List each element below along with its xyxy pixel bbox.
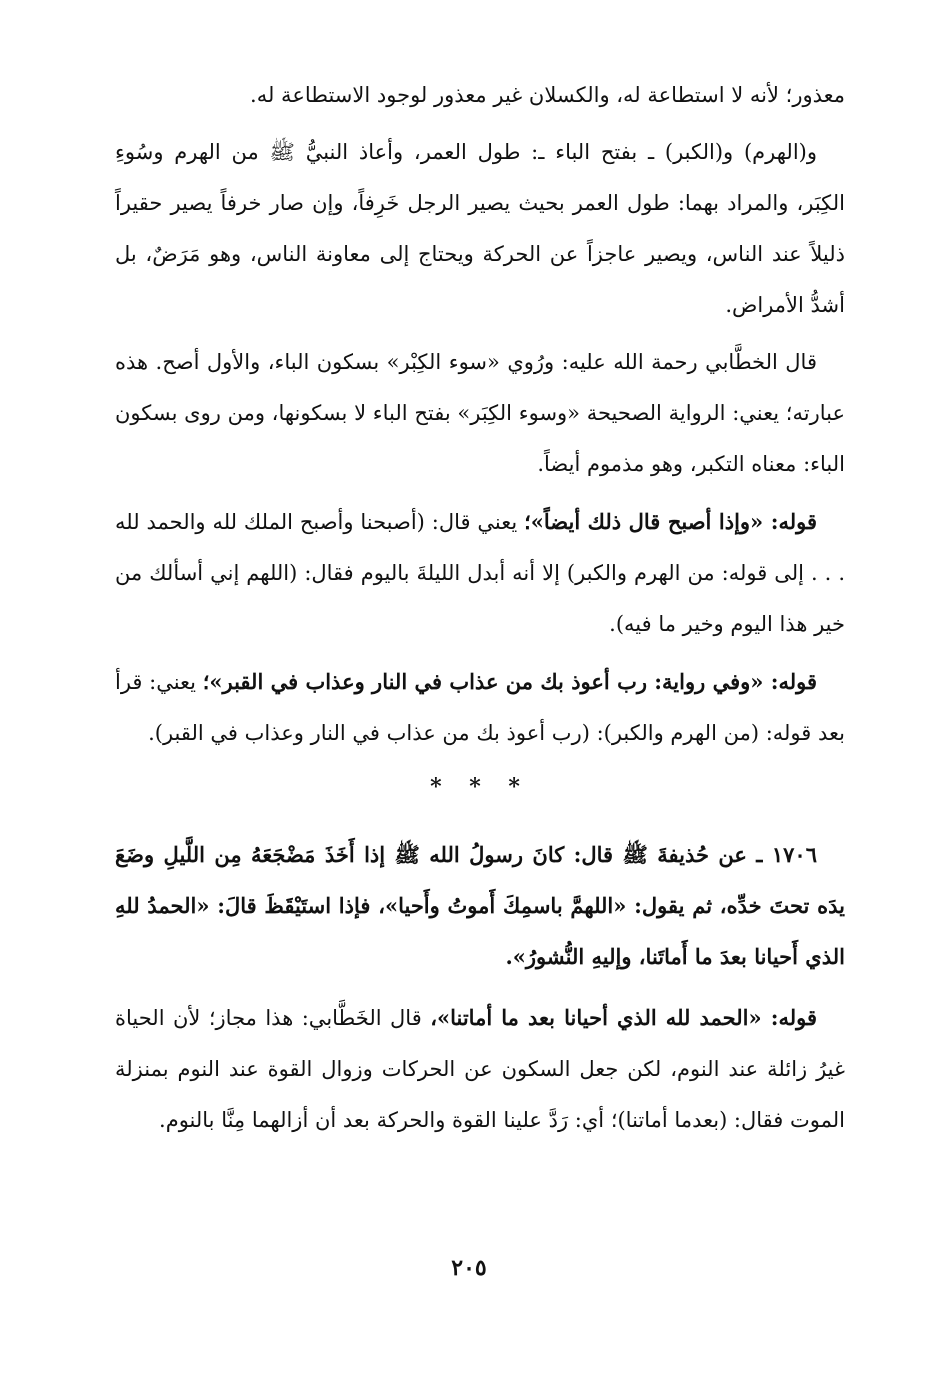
paragraph-5-text: يعني: قرأ بعد قوله: (من الهرم والكبر): (رب أعوذ بك من عذاب في النار وعذاب في القبر). [115, 670, 845, 745]
commentary-lead: قوله: «الحمد لله الذي أحيانا بعد ما أماتنا»، [430, 1005, 817, 1030]
paragraph-3 [115, 337, 845, 490]
commentary-text: قال الخَطَّابي: هذا مجاز؛ لأن الحياة غيرُ زائلة عند النوم، لكن جعل السكون عن الحركات وزوال القوة عند النوم بمنزلة الموت فقال: (بعدما أماتنا)؛ أي: رَدَّ علينا القوة والحركة بعد أن أزالهما مِنَّا بالنوم. [115, 1006, 845, 1132]
paragraph-4-text: يعني قال: (أصبحنا وأصبح الملك لله والحمد لله . . . إلى قوله: من الهرم والكبر) إلا أنه أبدل الليلةَ باليوم فقال: (اللهم إني أسألك من خير هذا اليوم وخير ما فيه). [115, 510, 845, 636]
paragraph-5-lead: قوله: «وفي رواية: رب أعوذ بك من عذاب في النار وعذاب في القبر»؛ [202, 669, 817, 694]
paragraph-1-text: معذور؛ لأنه لا استطاعة له، والكسلان غير معذور لوجود الاستطاعة له. [250, 83, 845, 107]
paragraph-3-text: قال الخطَّابي رحمة الله عليه: ورُوي «سوء الكِبْر» بسكون الباء، والأول أصح. هذه عبارته؛ يعني: الرواية الصحيحة «وسوء الكِبَر» بفتح الباء لا بسكونها، ومن روى بسكون الباء: معناه التكبر، وهو مذموم أيضاً. [115, 350, 845, 476]
paragraph-1 [115, 70, 845, 121]
commentary-paragraph [115, 992, 845, 1146]
paragraph-2 [115, 127, 845, 331]
paragraph-2-text: و(الهرم) و(الكبر) ـ بفتح الباء ـ: طول العمر، وأعاذ النبيُّ ﷺ من الهرم وسُوءِ الكِبَر، والمراد بهما: طول العمر بحيث يصير الرجل خَرِفاً، وإن صار خرفاً يصير حقيراً ذليلاً عند الناس، ويصير عاجزاً عن الحركة ويحتاج إلى معاونة الناس، وهو مَرَضٌ، بل أشدُّ الأمراض. [115, 140, 845, 317]
page-body [115, 70, 845, 1152]
hadith-text: ١٧٠٦ ـ عن حُذيفةَ ﷺ قال: كانَ رسولُ الله ﷺ إذا أَخَذَ مَضْجَعَهُ مِن اللَّيلِ وضَعَ يدَه تحتَ خدِّه، ثم يقول: «اللهمَّ باسمِكَ أَموتُ وأَحيا»، فإذا استَيْقَظَ قالَ: «الحمدُ للهِ الذي أَحيانا بعدَ ما أَماتَنا، وإليهِ النُّشورُ». [115, 842, 845, 969]
paragraph-4-lead: قوله: «وإذا أصبح قال ذلك أيضاً»؛ [524, 509, 817, 534]
paragraph-5 [115, 656, 845, 759]
paragraph-4 [115, 496, 845, 650]
page-number: ٢٠٥ [451, 1255, 487, 1281]
section-separator: * * * [430, 774, 530, 800]
